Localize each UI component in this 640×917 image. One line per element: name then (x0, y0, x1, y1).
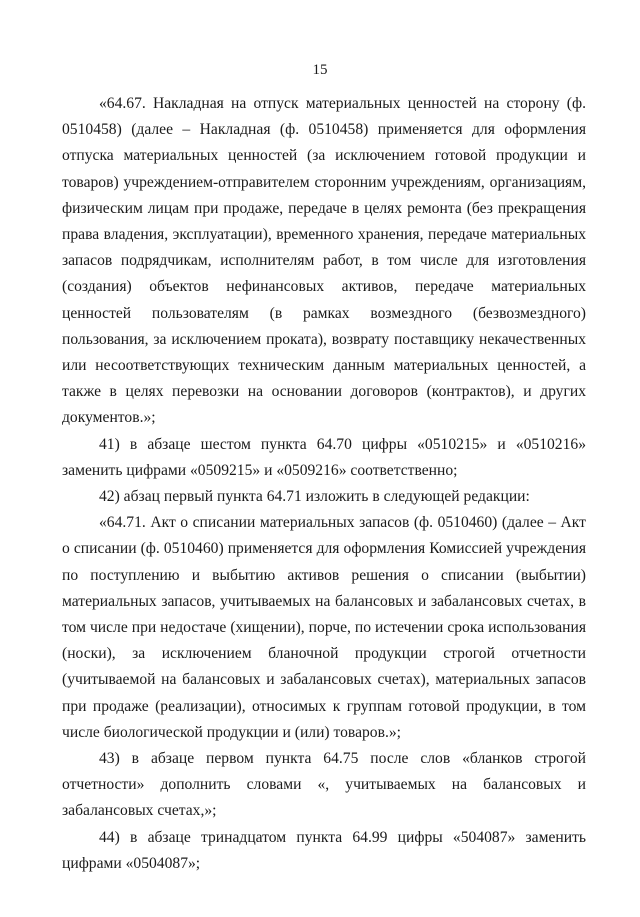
paragraph-item-43: 43) в абзаце первом пункта 64.75 после слов «бланков строгой отчетности» дополнить словами «, учитываемых на балансовых и забалансовых счетах,»; (62, 750, 586, 820)
paragraph-64-71: «64.71. Акт о списании материальных запасов (ф. 0510460) (далее – Акт о списании (ф. 0510460) применяется для оформления Комиссией учреждения по поступлению и выбытию активов решения о списании (выбытии) материальных запасов, учитываемых на балансовых и забалансовых счетах, в том числе при недостаче (хищении), порче, по истечении срока использования (носки), за исключением бланочной продукции строгой отчетности (учитываемой на балансовых и забалансовых счетах), материальных запасов при продаже (реализации), относимых к группам готовой продукции, в том числе биологической продукции и (или) товаров.»; (62, 514, 586, 741)
paragraph-item-44: 44) в абзаце тринадцатом пункта 64.99 цифры «504087» заменить цифрами «0504087»; (62, 828, 586, 872)
paragraph-64-67: «64.67. Накладная на отпуск материальных ценностей на сторону (ф. 0510458) (далее – Накладная (ф. 0510458) применяется для оформления отпуска материальных ценностей (за исключением готовой продукции и товаров) учреждением-отправителем сторонним учреждениям, организациям, физическим лицам при продаже, передаче в целях ремонта (без прекращения права владения, эксплуатации), временного хранения, передаче материальных запасов подрядчикам, исполнителям работ, в том числе для изготовления (создания) объектов нефинансовых активов, передаче материальных ценностей пользователям (в рамках возмездного (безвозмездного) пользования, за исключением проката), возврату поставщику некачественных или несоответствующих техническим данным материальных ценностей, а также в целях перевозки на основании договоров (контрактов), и других документов.»; (62, 95, 586, 427)
paragraph-item-42: 42) абзац первый пункта 64.71 изложить в следующей редакции: (99, 488, 530, 506)
document-body (62, 91, 586, 877)
page-number: 15 (312, 62, 328, 78)
paragraph-item-41: 41) в абзаце шестом пункта 64.70 цифры «0510215» и «0510216» заменить цифрами «0509215» и «0509216» соответственно; (62, 435, 586, 479)
